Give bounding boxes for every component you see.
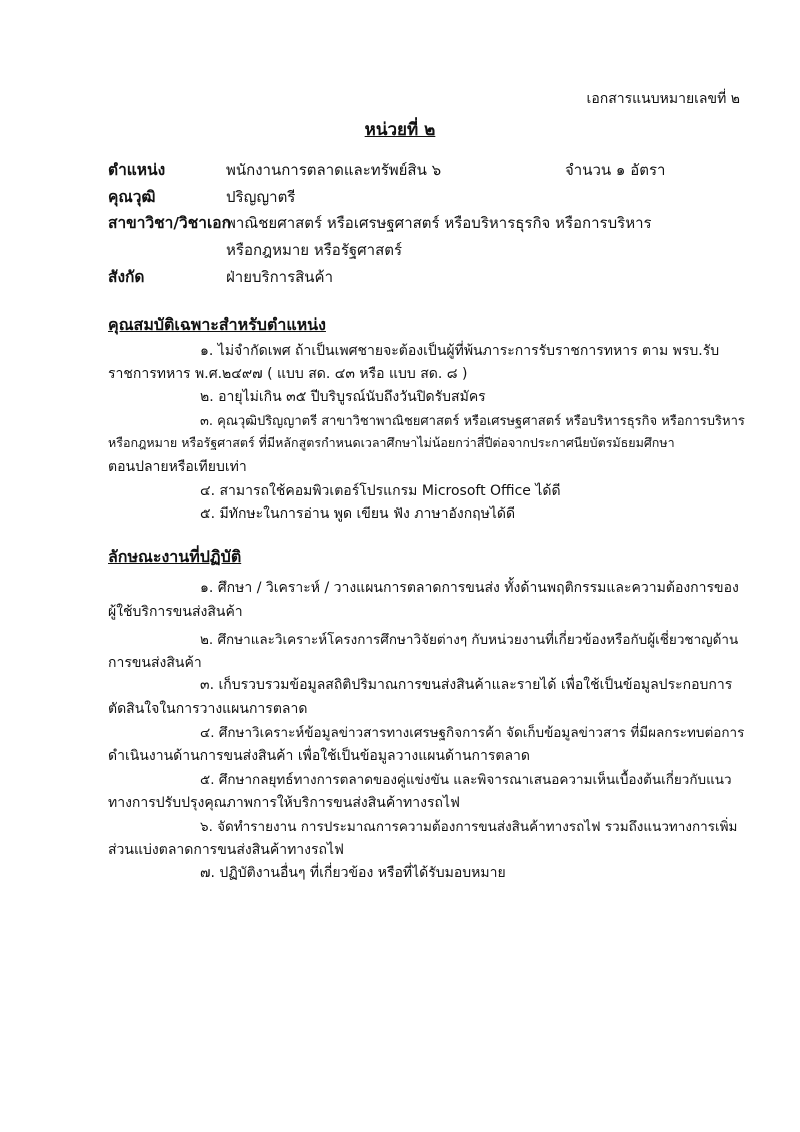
list-item: ดำเนินงานด้านการขนส่งสินค้า เพื่อใช้เป็นข้อมูลวางแผนด้านการตลาด (108, 748, 530, 764)
major-value-line1: พาณิชยศาสตร์ หรือเศรษฐศาสตร์ หรือบริหารธุรกิจ หรือการบริหาร (226, 214, 652, 232)
attachment-number: เอกสารแนบหมายเลขที่ ๒ (586, 91, 740, 107)
job-duties-heading: ลักษณะงานที่ปฏิบัติ (108, 547, 242, 566)
list-item: ๕. มีทักษะในการอ่าน พูด เขียน ฟัง ภาษาอังกฤษได้ดี (200, 506, 516, 522)
list-item: ๕. ศึกษากลยุทธ์ทางการตลาดของคู่แข่งขัน และพิจารณาเสนอความเห็นเบื้องต้นเกี่ยวกับแนว (200, 772, 732, 788)
qualification-value: ปริญญาตรี (226, 188, 296, 206)
list-item: ๑. ศึกษา / วิเคราะห์ / วางแผนการตลาดการขนส่ง ทั้งด้านพฤติกรรมและความต้องการของ (200, 580, 739, 596)
list-item: ๒. อายุไม่เกิน ๓๕ ปีบริบูรณ์นับถึงวันปิดรับสมัคร (200, 389, 486, 405)
list-item: ตอนปลายหรือเทียบเท่า (108, 459, 247, 475)
list-item: ส่วนแบ่งตลาดการขนส่งสินค้าทางรถไฟ (108, 842, 344, 858)
department-label: สังกัด (108, 268, 145, 286)
position-value: พนักงานการตลาดและทรัพย์สิน ๖ (226, 161, 442, 179)
list-item: การขนส่งสินค้า (108, 655, 202, 671)
list-item: ๓. เก็บรวบรวมข้อมูลสถิติปริมาณการขนส่งสินค้าและรายได้ เพื่อใช้เป็นข้อมูลประกอบการ (200, 677, 733, 693)
list-item: ผู้ใช้บริการขนส่งสินค้า (108, 604, 243, 620)
list-item: ๔. ศึกษาวิเคราะห์ข้อมูลข่าวสารทางเศรษฐกิจการค้า จัดเก็บข้อมูลข่าวสาร ที่มีผลกระทบต่อการ (200, 725, 745, 741)
list-item: ๖. จัดทำรายงาน การประมาณการความต้องการขนส่งสินค้าทางรถไฟ รวมถึงแนวทางการเพิ่ม (200, 819, 738, 835)
list-item: ๑. ไม่จำกัดเพศ ถ้าเป็นเพศชายจะต้องเป็นผู้ที่พ้นภาระการรับราชการทหาร ตาม พรบ.รับ (200, 343, 720, 359)
list-item: ๗. ปฏิบัติงานอื่นๆ ที่เกี่ยวข้อง หรือที่ได้รับมอบหมาย (200, 865, 506, 881)
list-item: ๒. ศึกษาและวิเคราะห์โครงการศึกษาวิจัยต่างๆ กับหน่วยงานที่เกี่ยวข้องหรือกับผู้เชี่ยวชาญด้าน (200, 632, 739, 648)
qualifications-heading: คุณสมบัติเฉพาะสำหรับตำแหน่ง (108, 315, 326, 334)
list-item: ๓. คุณวุฒิปริญญาตรี สาขาวิชาพาณิชยศาสตร์ หรือเศรษฐศาสตร์ หรือบริหารธุรกิจ หรือการบริหาร (200, 414, 745, 429)
position-quantity: จำนวน ๑ อัตรา (565, 161, 666, 179)
unit-title: หน่วยที่ ๒ (364, 120, 436, 140)
list-item: ตัดสินใจในการวางแผนการตลาด (108, 701, 308, 717)
list-item: หรือกฎหมาย หรือรัฐศาสตร์ ที่มีหลักสูตรกำหนดเวลาศึกษาไม่น้อยกว่าสี่ปีต่อจากประกาศนียบัตรมัธยมศึกษา (108, 435, 675, 450)
qualification-label: คุณวุฒิ (108, 188, 156, 206)
major-value-line2: หรือกฎหมาย หรือรัฐศาสตร์ (226, 241, 403, 259)
list-item: ราชการทหาร พ.ศ.๒๔๙๗ ( แบบ สด. ๔๓ หรือ แบบ สด. ๘ ) (108, 366, 468, 382)
list-item: ๔. สามารถใช้คอมพิวเตอร์โปรแกรม Microsoft Office ได้ดี (200, 483, 561, 499)
list-item: ทางการปรับปรุงคุณภาพการให้บริการขนส่งสินค้าทางรถไฟ (108, 795, 460, 811)
department-value: ฝ่ายบริการสินค้า (226, 268, 334, 286)
position-label: ตำแหน่ง (108, 161, 166, 179)
major-label: สาขาวิชา/วิชาเอก (108, 214, 231, 232)
